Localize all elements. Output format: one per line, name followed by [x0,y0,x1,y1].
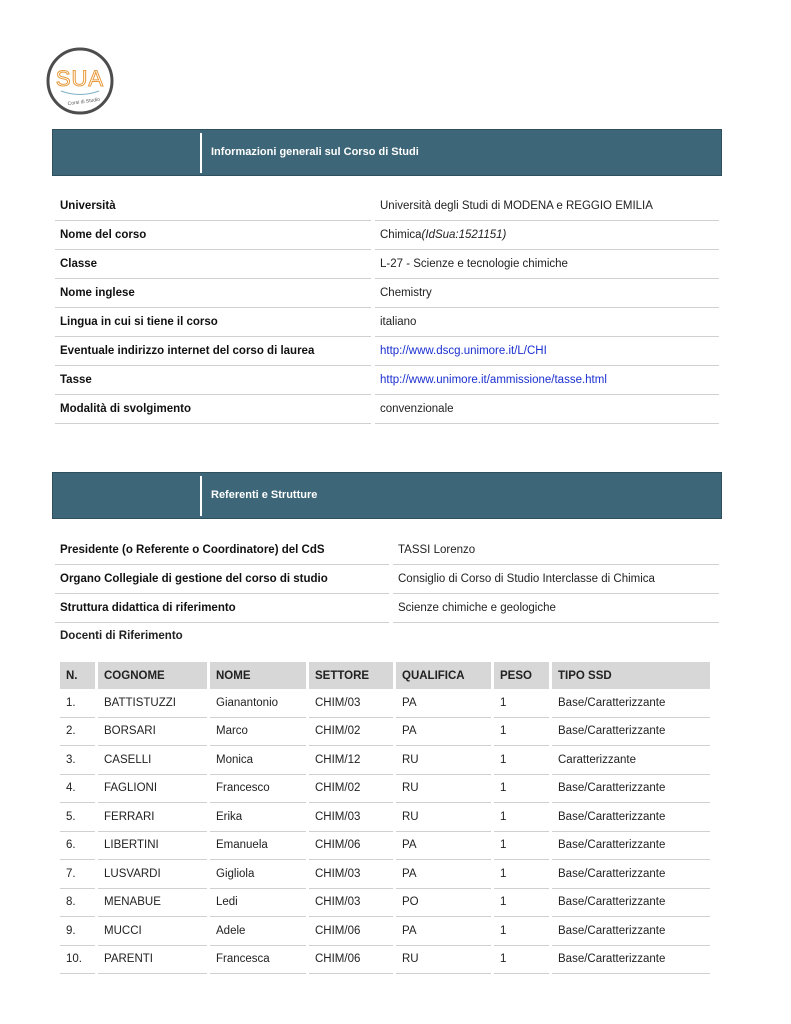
referenti-row [55,536,719,565]
sua-logo [45,46,115,116]
docente-peso: 1 [494,718,549,747]
docente-qualifica: PA [396,860,491,889]
docente-row [60,718,710,747]
docente-settore: CHIM/03 [309,889,393,918]
docente-peso: 1 [494,689,549,718]
section-general-info-banner [52,129,722,176]
general-info-row [55,337,719,366]
docente-qualifica: RU [396,946,491,975]
docente-row [60,946,710,975]
docenti-table [57,662,713,974]
docente-row [60,803,710,832]
docente-row [60,917,710,946]
general-info-label: Tasse [55,366,371,395]
value-text: italiano [380,316,417,328]
docente-row [60,889,710,918]
banner-divider [200,133,202,173]
docente-cognome: PARENTI [98,946,207,975]
general-info-label: Lingua in cui si tiene il corso [55,308,371,337]
docente-tipo-ssd: Base/Caratterizzante [552,889,710,918]
docente-settore: CHIM/02 [309,718,393,747]
general-info-value [375,250,719,279]
url-link[interactable]: http://www.dscg.unimore.it/L/CHI [380,345,547,357]
docente-nome: Ledi [210,889,306,918]
docente-cognome: BORSARI [98,718,207,747]
docente-tipo-ssd: Base/Caratterizzante [552,860,710,889]
docente-qualifica: PA [396,718,491,747]
docente-peso: 1 [494,832,549,861]
referenti-label: Organo Collegiale di gestione del corso di studio [55,565,389,594]
referenti-table [55,536,719,623]
general-info-value [375,308,719,337]
value-text: TASSI Lorenzo [398,544,476,556]
docente-row-number: 9. [60,917,95,946]
docente-cognome: MUCCI [98,917,207,946]
docente-row [60,746,710,775]
docente-settore: CHIM/02 [309,775,393,804]
docente-row-number: 2. [60,718,95,747]
general-info-label: Classe [55,250,371,279]
docenti-header-cell: TIPO SSD [552,662,710,689]
docente-qualifica: RU [396,775,491,804]
general-info-value [375,395,719,424]
docente-cognome: CASELLI [98,746,207,775]
docente-nome: Monica [210,746,306,775]
docente-tipo-ssd: Base/Caratterizzante [552,803,710,832]
docente-qualifica: PA [396,832,491,861]
docente-qualifica: RU [396,746,491,775]
general-info-row [55,192,719,221]
docente-row-number: 6. [60,832,95,861]
docenti-header-cell: N. [60,662,95,689]
docente-nome: Marco [210,718,306,747]
value-text: Chemistry [380,287,432,299]
docente-row-number: 7. [60,860,95,889]
docente-row [60,860,710,889]
general-info-label: Eventuale indirizzo internet del corso di laurea [55,337,371,366]
docente-peso: 1 [494,946,549,975]
general-info-row [55,250,719,279]
general-info-value [375,279,719,308]
docente-cognome: BATTISTUZZI [98,689,207,718]
referenti-row [55,594,719,623]
docente-cognome: FERRARI [98,803,207,832]
docenti-header-cell: SETTORE [309,662,393,689]
docente-nome: Gigliola [210,860,306,889]
docente-row-number: 10. [60,946,95,975]
docente-row [60,832,710,861]
general-info-label: Università [55,192,371,221]
banner-divider [200,476,202,516]
value-text: Chimica [380,229,422,241]
docente-tipo-ssd: Base/Caratterizzante [552,689,710,718]
referenti-value [393,565,719,594]
value-text: Università degli Studi di MODENA e REGGIO EMILIA [380,200,653,212]
docente-settore: CHIM/12 [309,746,393,775]
docenti-header-cell: COGNOME [98,662,207,689]
docente-peso: 1 [494,746,549,775]
value-text: convenzionale [380,403,454,415]
referenti-label: Struttura didattica di riferimento [55,594,389,623]
docente-qualifica: PA [396,917,491,946]
docente-cognome: FAGLIONI [98,775,207,804]
docente-tipo-ssd: Base/Caratterizzante [552,775,710,804]
section-referenti-banner [52,472,722,519]
docente-row-number: 4. [60,775,95,804]
docente-row [60,775,710,804]
value-text: Consiglio di Corso di Studio Interclasse di Chimica [398,573,655,585]
url-link[interactable]: http://www.unimore.it/ammissione/tasse.html [380,374,607,386]
svg-text:Corsi di Studio: Corsi di Studio [67,96,101,108]
general-info-value [375,192,719,221]
docente-tipo-ssd: Base/Caratterizzante [552,718,710,747]
docente-row-number: 5. [60,803,95,832]
docente-nome: Francesca [210,946,306,975]
general-info-value [375,221,719,250]
docente-qualifica: RU [396,803,491,832]
general-info-label: Nome del corso [55,221,371,250]
docente-nome: Adele [210,917,306,946]
docente-qualifica: PO [396,889,491,918]
referenti-value [393,594,719,623]
docente-nome: Erika [210,803,306,832]
general-info-row [55,366,719,395]
docente-row [60,689,710,718]
docente-settore: CHIM/06 [309,917,393,946]
referenti-value [393,536,719,565]
general-info-row [55,221,719,250]
docente-nome: Gianantonio [210,689,306,718]
section-referenti-title: Referenti e Strutture [211,489,318,501]
id-sua: (IdSua:1521151) [421,229,507,241]
general-info-label: Modalità di svolgimento [55,395,371,424]
docenti-title: Docenti di Riferimento [60,630,183,642]
docente-tipo-ssd: Base/Caratterizzante [552,946,710,975]
general-info-value [375,366,719,395]
docente-settore: CHIM/06 [309,946,393,975]
docente-nome: Francesco [210,775,306,804]
docente-settore: CHIM/03 [309,860,393,889]
docenti-header-cell: PESO [494,662,549,689]
docenti-header-cell: NOME [210,662,306,689]
referenti-row [55,565,719,594]
value-text: Scienze chimiche e geologiche [398,602,556,614]
docente-cognome: LUSVARDI [98,860,207,889]
general-info-table [55,192,719,424]
docente-peso: 1 [494,917,549,946]
docente-nome: Emanuela [210,832,306,861]
referenti-label: Presidente (o Referente o Coordinatore) del CdS [55,536,389,565]
section-general-info-title: Informazioni generali sul Corso di Studi [211,146,419,158]
general-info-row [55,279,719,308]
docente-peso: 1 [494,860,549,889]
docente-peso: 1 [494,803,549,832]
docente-cognome: MENABUE [98,889,207,918]
docente-settore: CHIM/03 [309,803,393,832]
general-info-value [375,337,719,366]
general-info-row [55,395,719,424]
docente-cognome: LIBERTINI [98,832,207,861]
svg-text:SUA: SUA [55,66,105,91]
docente-row-number: 3. [60,746,95,775]
docente-tipo-ssd: Caratterizzante [552,746,710,775]
docente-tipo-ssd: Base/Caratterizzante [552,917,710,946]
docente-row-number: 1. [60,689,95,718]
docente-peso: 1 [494,775,549,804]
docente-settore: CHIM/06 [309,832,393,861]
docente-tipo-ssd: Base/Caratterizzante [552,832,710,861]
general-info-label: Nome inglese [55,279,371,308]
docente-qualifica: PA [396,689,491,718]
docente-peso: 1 [494,889,549,918]
docente-row-number: 8. [60,889,95,918]
value-text: L-27 - Scienze e tecnologie chimiche [380,258,568,270]
docenti-header-cell: QUALIFICA [396,662,491,689]
general-info-row [55,308,719,337]
docente-settore: CHIM/03 [309,689,393,718]
